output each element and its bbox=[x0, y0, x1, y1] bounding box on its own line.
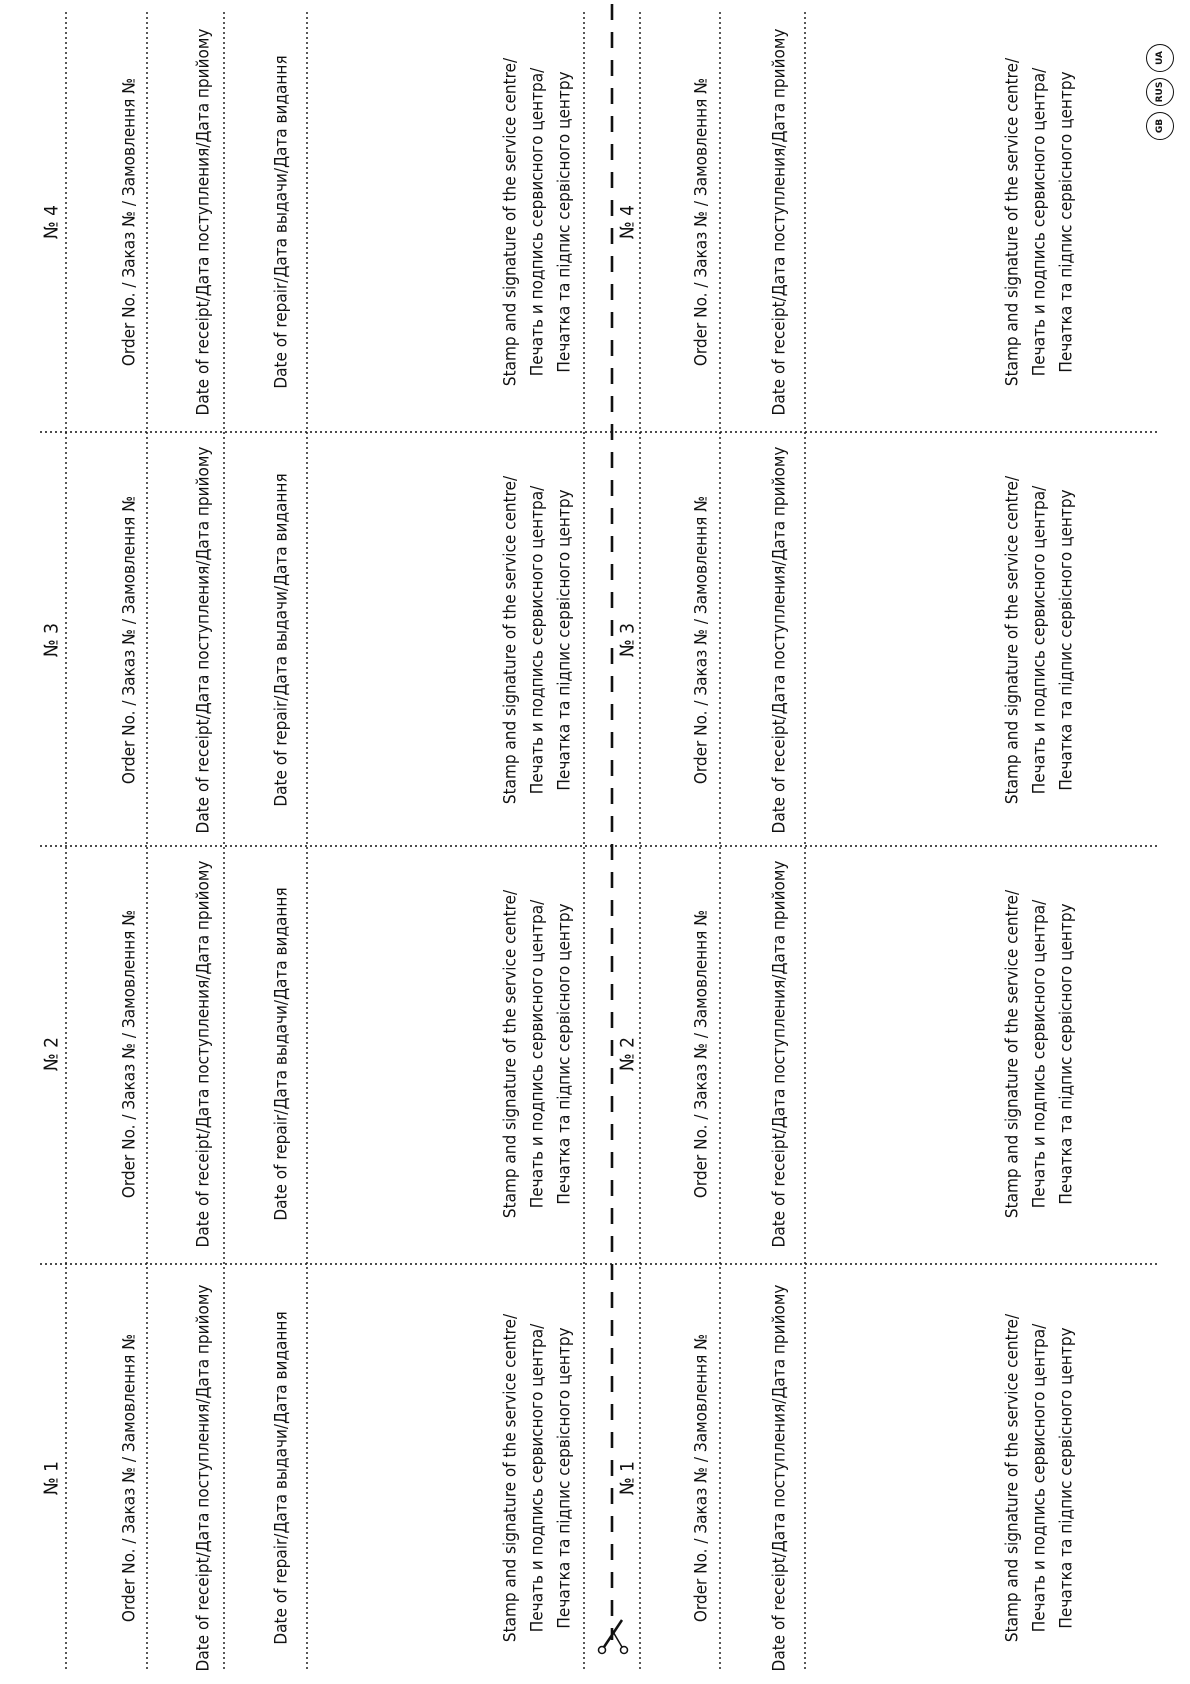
stamp-signature-label: Stamp and signature of the service centre/ Печать и подпись сервисного центра/ Печатка та підпис сервісного центру bbox=[500, 475, 575, 805]
stamp-signature-label: Stamp and signature of the service centre/ Печать и подпись сервисного центра/ Печатка та підпис сервісного центру bbox=[1002, 57, 1077, 387]
coupon-number: № 4 bbox=[40, 204, 63, 240]
order-number-label: Order No. / Заказ № / Замовлення № bbox=[691, 1333, 712, 1623]
order-number-label: Order No. / Заказ № / Замовлення № bbox=[119, 77, 140, 367]
stamp-signature-label: Stamp and signature of the service centre/ Печать и подпись сервисного центра/ Печатка та підпис сервісного центру bbox=[500, 57, 575, 387]
order-number-label: Order No. / Заказ № / Замовлення № bbox=[119, 1333, 140, 1623]
date-of-receipt-label: Date of receipt/Дата поступления/Дата прийому bbox=[769, 28, 790, 416]
date-of-receipt-label: Date of receipt/Дата поступления/Дата прийому bbox=[769, 1284, 790, 1672]
order-number-label: Order No. / Заказ № / Замовлення № bbox=[691, 77, 712, 367]
date-of-repair-label: Date of repair/Дата выдачи/Дата видання bbox=[271, 887, 292, 1221]
stamp-signature-label: Stamp and signature of the service centre/ Печать и подпись сервисного центра/ Печатка та підпис сервісного центру bbox=[1002, 889, 1077, 1219]
order-number-label: Order No. / Заказ № / Замовлення № bbox=[691, 909, 712, 1199]
date-of-receipt-label: Date of receipt/Дата поступления/Дата прийому bbox=[769, 860, 790, 1248]
coupon-number: № 4 bbox=[616, 204, 639, 240]
date-of-repair-label: Date of repair/Дата выдачи/Дата видання bbox=[271, 55, 292, 389]
stamp-signature-label: Stamp and signature of the service centre/ Печать и подпись сервисного центра/ Печатка та підпис сервісного центру bbox=[1002, 1313, 1077, 1643]
coupon-number: № 3 bbox=[616, 622, 639, 658]
coupon-number: № 2 bbox=[40, 1036, 63, 1072]
stamp-signature-label: Stamp and signature of the service centre/ Печать и подпись сервисного центра/ Печатка та підпис сервісного центру bbox=[1002, 475, 1077, 805]
stamp-signature-label: Stamp and signature of the service centre/ Печать и подпись сервисного центра/ Печатка та підпис сервісного центру bbox=[500, 889, 575, 1219]
order-number-label: Order No. / Заказ № / Замовлення № bbox=[119, 495, 140, 785]
coupon-number: № 1 bbox=[616, 1460, 639, 1496]
lang-badge-ua: UA bbox=[1146, 44, 1174, 72]
lang-badge-gb: GB bbox=[1146, 112, 1174, 140]
date-of-receipt-label: Date of receipt/Дата поступления/Дата прийому bbox=[193, 860, 214, 1248]
date-of-repair-label: Date of repair/Дата выдачи/Дата видання bbox=[271, 473, 292, 807]
date-of-receipt-label: Date of receipt/Дата поступления/Дата прийому bbox=[193, 28, 214, 416]
scissors-icon bbox=[594, 1614, 638, 1658]
date-of-receipt-label: Date of receipt/Дата поступления/Дата прийому bbox=[769, 446, 790, 834]
order-number-label: Order No. / Заказ № / Замовлення № bbox=[119, 909, 140, 1199]
coupon-number: № 3 bbox=[40, 622, 63, 658]
order-number-label: Order No. / Заказ № / Замовлення № bbox=[691, 495, 712, 785]
coupon-number: № 1 bbox=[40, 1460, 63, 1496]
date-of-receipt-label: Date of receipt/Дата поступления/Дата прийому bbox=[193, 1284, 214, 1672]
stamp-signature-label: Stamp and signature of the service centre/ Печать и подпись сервисного центра/ Печатка та підпис сервісного центру bbox=[500, 1313, 575, 1643]
lang-badge-rus: RUS bbox=[1146, 78, 1174, 106]
coupon-number: № 2 bbox=[616, 1036, 639, 1072]
date-of-repair-label: Date of repair/Дата выдачи/Дата видання bbox=[271, 1311, 292, 1645]
date-of-receipt-label: Date of receipt/Дата поступления/Дата прийому bbox=[193, 446, 214, 834]
